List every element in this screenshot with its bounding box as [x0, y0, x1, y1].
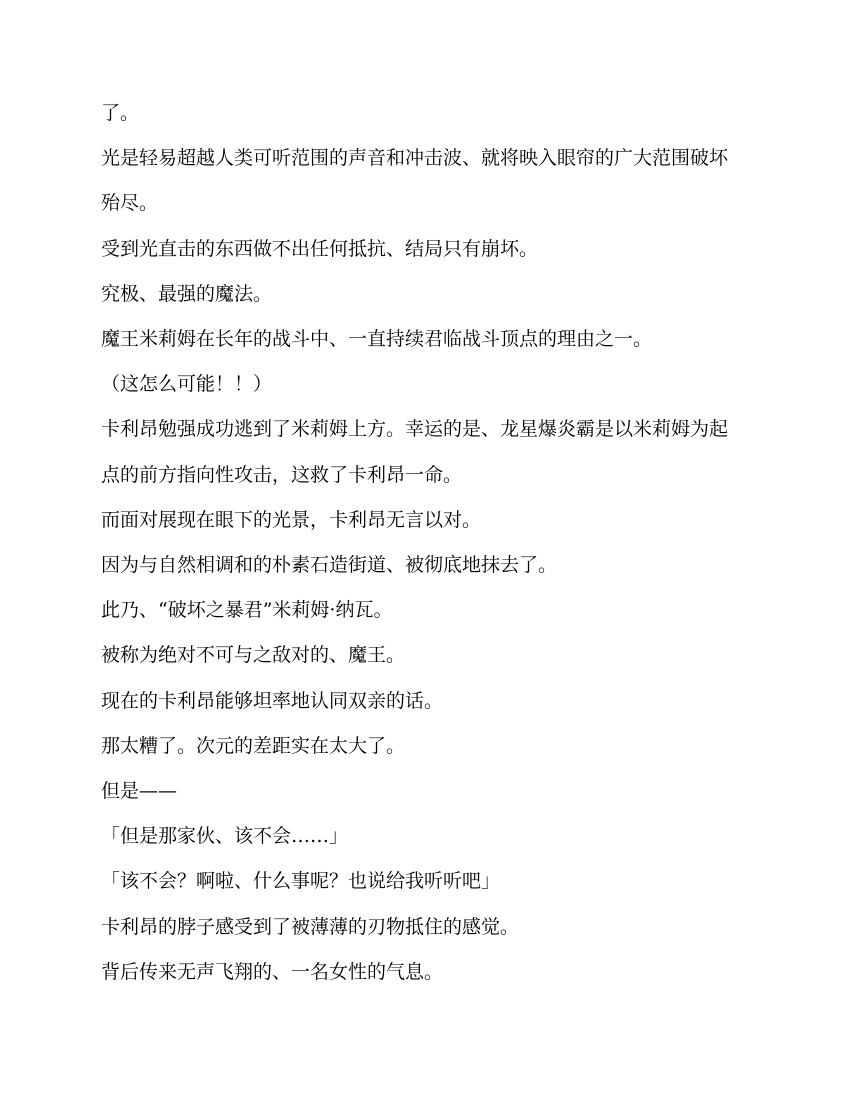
paragraph: 卡利昂的脖子感受到了被薄薄的刃物抵住的感觉。 [101, 915, 520, 938]
paragraph: 究极、最强的魔法。 [101, 282, 273, 305]
paragraph: 光是轻易超越人类可听范围的声音和冲击波、就将映入眼帘的广大范围破坏殆尽。 [101, 147, 729, 215]
paragraph: 「该不会？啊啦、什么事呢？也说给我听听吧」 [101, 870, 501, 893]
paragraph: 背后传来无声飞翔的、一名女性的气息。 [101, 960, 444, 983]
paragraph: （这怎么可能！！） [101, 373, 273, 396]
paragraph: 了。 [101, 102, 140, 124]
paragraph: 但是—— [101, 780, 178, 803]
paragraph: 受到光直击的东西做不出任何抵抗、结局只有崩坏。 [101, 237, 539, 260]
paragraph: 现在的卡利昂能够坦率地认同双亲的话。 [101, 689, 444, 712]
paragraph: 「但是那家伙、该不会……」 [101, 825, 349, 848]
paragraph: 那太糟了。次元的差距实在太大了。 [101, 734, 406, 757]
paragraph: 卡利昂勉强成功逃到了米莉姆上方。幸运的是、龙星爆炎霸是以米莉姆为起点的前方指向性攻击，这救了卡利昂一命。 [101, 418, 729, 486]
paragraph: 被称为绝对不可与之敌对的、魔王。 [101, 644, 406, 667]
paragraph: 魔王米莉姆在长年的战斗中、一直持续君临战斗顶点的理由之一。 [101, 328, 653, 351]
paragraph: 而面对展现在眼下的光景，卡利昂无言以对。 [101, 508, 482, 531]
body-text [101, 91, 741, 995]
paragraph: 此乃、“破坏之暴君”米莉姆·纳瓦。 [101, 599, 393, 622]
paragraph: 因为与自然相调和的朴素石造街道、被彻底地抹去了。 [101, 554, 558, 577]
